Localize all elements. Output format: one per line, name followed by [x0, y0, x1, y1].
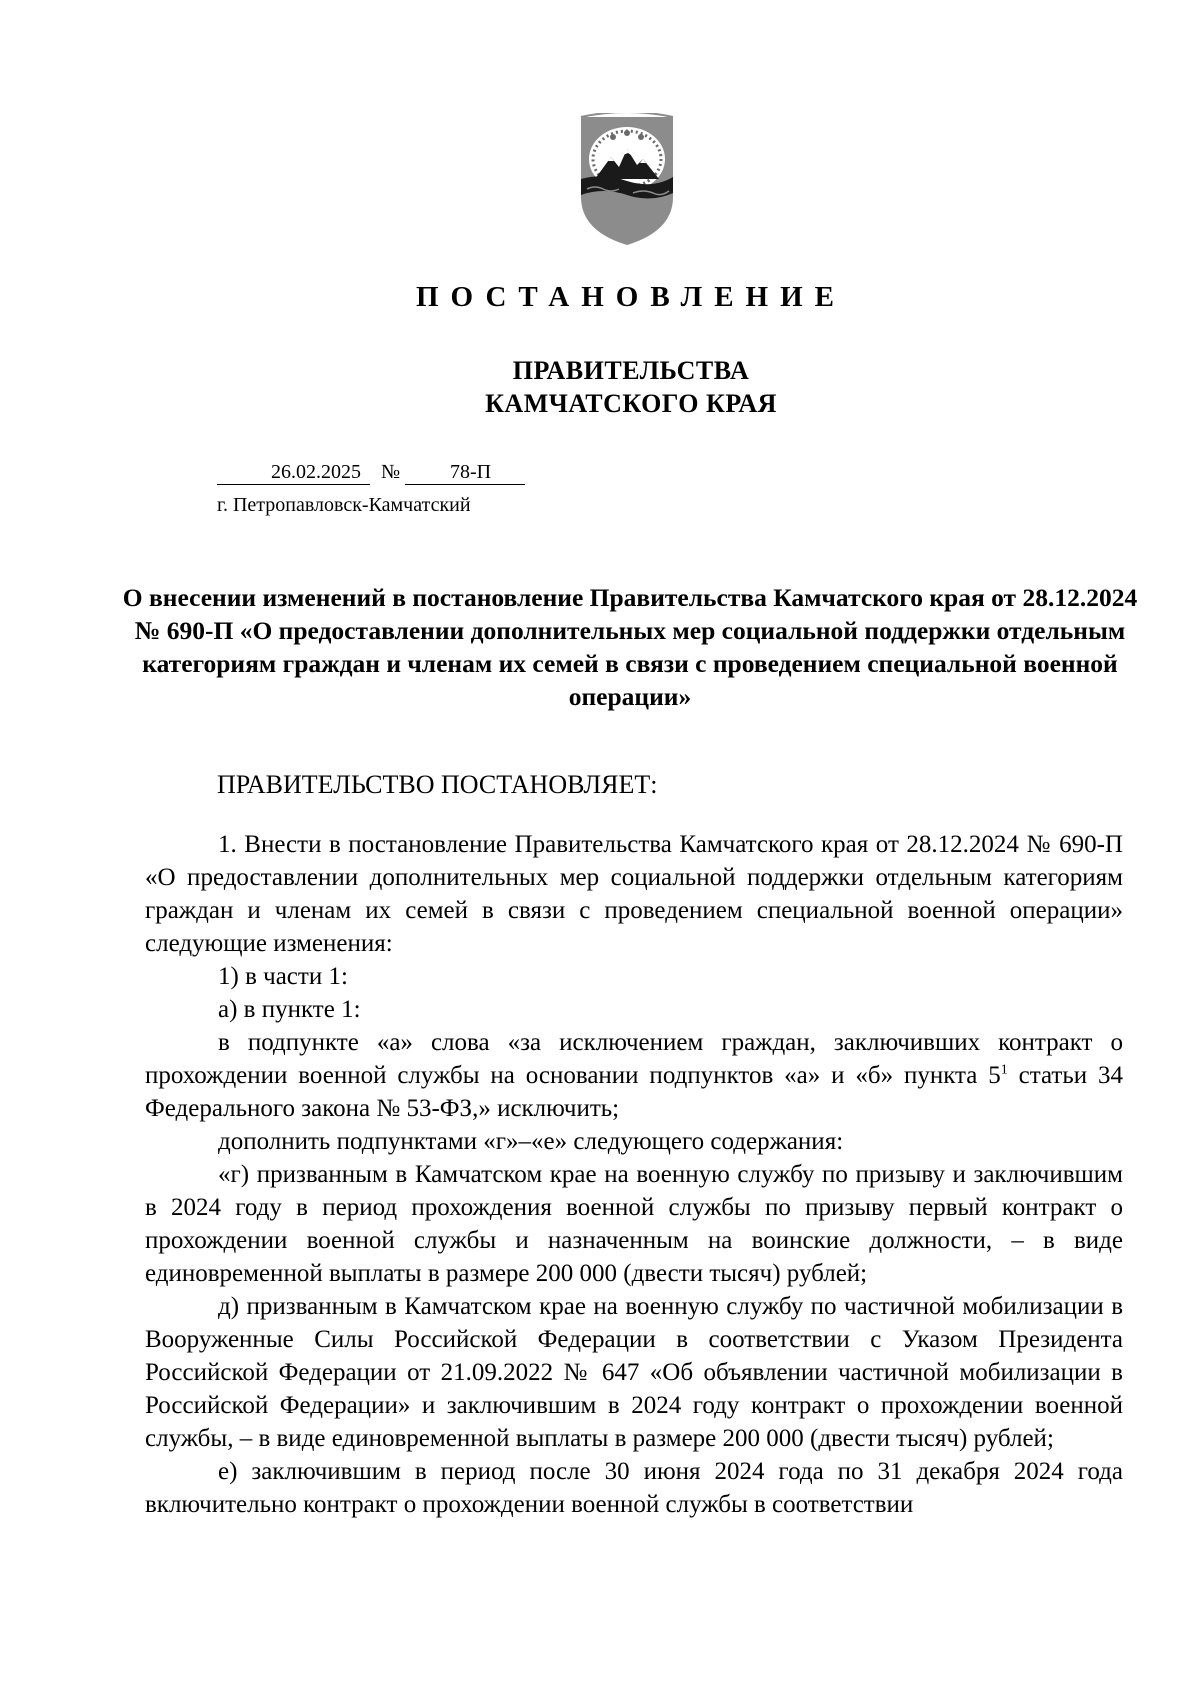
date-field — [217, 461, 370, 485]
document-body — [145, 828, 1123, 1521]
subpoint-a-text: в подпункте «а» слова «за исключением граждан, заключивших контракт о прохождении военной службы на основании подпунктов «а» и «б» пункта 5 — [145, 1029, 1123, 1089]
authority-line-2: КАМЧАТСКОГО КРАЯ — [485, 389, 777, 418]
date-value: 26.02.2025 — [271, 461, 361, 483]
subpoint-a-end: статьи 34 Федерального закона № 53-ФЗ,» исключить; — [145, 1062, 1123, 1122]
number-field — [405, 461, 525, 485]
paragraph-part-1: 1) в части 1: — [218, 963, 348, 990]
paragraph-subpoint-d: д) призванным в Камчатском крае на военную службу по частичной мобилизации в Вооруженные Силы Российской Федерации в соответствии с Указом Президента Российской Федерации от 21.09.2022 № 647 «Об объявлении частичной мобилизации в Российской Федерации» и заключившим в 2024 году контракт о прохождении военной службы, – в виде единовременной выплаты в размере 200 000 (двести тысяч) рублей; — [145, 1293, 1123, 1452]
decree-formula: ПРАВИТЕЛЬСТВО ПОСТАНОВЛЯЕТ: — [217, 770, 658, 799]
paragraph-subpoint-a — [145, 1026, 1123, 1125]
document-subject: О внесении изменений в постановление Правительства Камчатского края от 28.12.2024 № 690-П «О предоставлении дополнительных мер социальной поддержки отдельным категориям граждан и членам их семей в связи с проведением специальной военной операции» — [122, 583, 1138, 711]
superscript-index: 1 — [1000, 1062, 1008, 1078]
kamchatka-emblem-icon — [573, 113, 681, 247]
paragraph-supplement: дополнить подпунктами «г»–«е» следующего содержания: — [218, 1128, 844, 1155]
city-line: г. Петропавловск-Камчатский — [217, 494, 471, 516]
document-type-title: ПОСТАНОВЛЕНИЕ — [415, 281, 846, 313]
number-value: 78-П — [450, 461, 492, 483]
paragraph-point-1: а) в пункте 1: — [218, 996, 361, 1023]
number-sign: № — [381, 461, 401, 483]
paragraph-subpoint-g: «г) призванным в Камчатском крае на военную службу по призыву и заключившим в 2024 году в период прохождения военной службы по призыву первый контракт о прохождении военной службы и назначенным на воинские должности, – в виде единовременной выплаты в размере 200 000 (двести тысяч) рублей; — [145, 1161, 1123, 1287]
paragraph-subpoint-e: е) заключившим в период после 30 июня 2024 года по 31 декабря 2024 года включительно контракт о прохождении военной службы в соответствии — [145, 1458, 1123, 1518]
paragraph-1: 1. Внести в постановление Правительства Камчатского края от 28.12.2024 № 690-П «О предоставлении дополнительных мер социальной поддержки отдельным категориям граждан и членам их семей в связи с проведением специальной военной операции» следующие изменения: — [145, 831, 1123, 957]
authority-line-1: ПРАВИТЕЛЬСТВА — [512, 356, 750, 385]
